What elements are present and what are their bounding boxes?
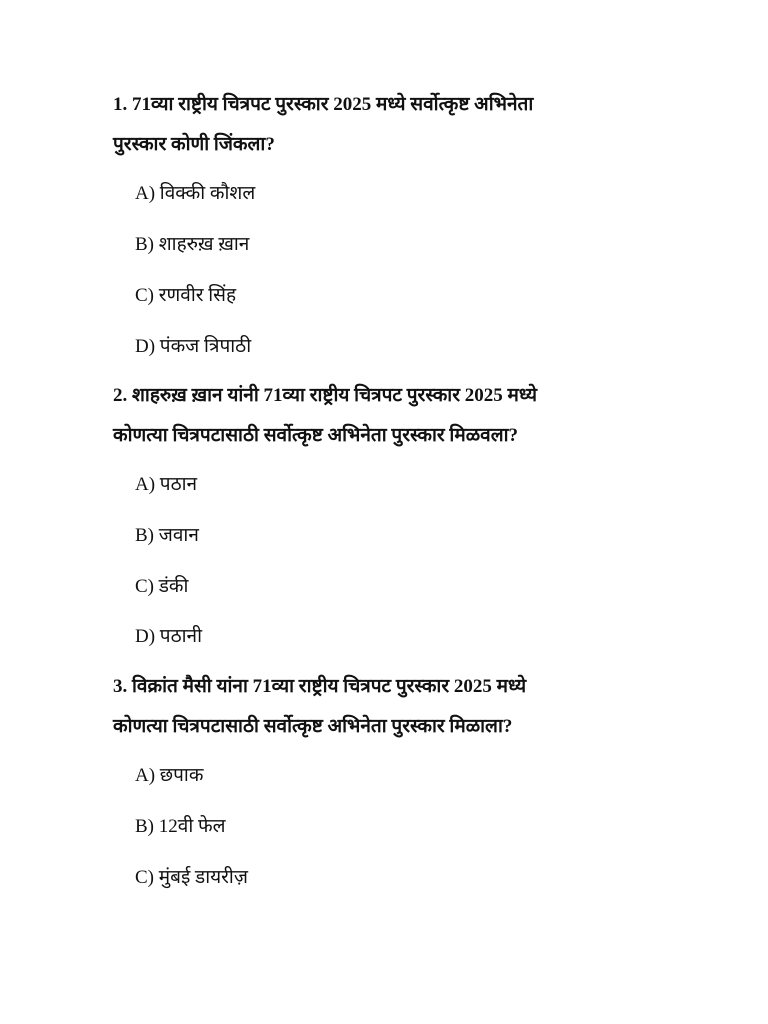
question-1-option-b: B) शाहरुख़ ख़ान (135, 234, 250, 255)
question-3-line-2: कोणत्या चित्रपटासाठी सर्वोत्कृष्ट अभिनेता पुरस्कार मिळाला? (113, 716, 513, 737)
question-2-option-c: C) डंकी (135, 576, 189, 597)
question-2-option-b: B) जवान (135, 525, 199, 546)
question-1-option-a: A) विक्की कौशल (135, 183, 256, 204)
question-1-option-c: C) रणवीर सिंह (135, 285, 237, 306)
question-2-line-1: 2. शाहरुख़ ख़ान यांनी 71व्या राष्ट्रीय चित्रपट पुरस्कार 2025 मध्ये (113, 385, 538, 406)
question-1-line-2: पुरस्कार कोणी जिंकला? (113, 134, 275, 155)
question-3 (113, 667, 643, 747)
question-2-option-a: A) पठान (135, 474, 198, 495)
question-3-option-c: C) मुंबई डायरीज़ (135, 867, 248, 888)
question-3-line-1: 3. विक्रांत मैसी यांना 71व्या राष्ट्रीय चित्रपट पुरस्कार 2025 मध्ये (113, 676, 527, 697)
question-2 (113, 376, 643, 456)
question-1-option-d: D) पंकज त्रिपाठी (135, 336, 252, 357)
question-3-option-b: B) 12वी फेल (135, 816, 226, 837)
question-1 (113, 85, 643, 165)
question-2-line-2: कोणत्या चित्रपटासाठी सर्वोत्कृष्ट अभिनेता पुरस्कार मिळवला? (113, 425, 519, 446)
question-3-option-a: A) छपाक (135, 765, 204, 786)
question-2-option-d: D) पठानी (135, 626, 203, 647)
question-1-line-1: 1. 71व्या राष्ट्रीय चित्रपट पुरस्कार 2025 मध्ये सर्वोत्कृष्ट अभिनेता (113, 94, 534, 115)
